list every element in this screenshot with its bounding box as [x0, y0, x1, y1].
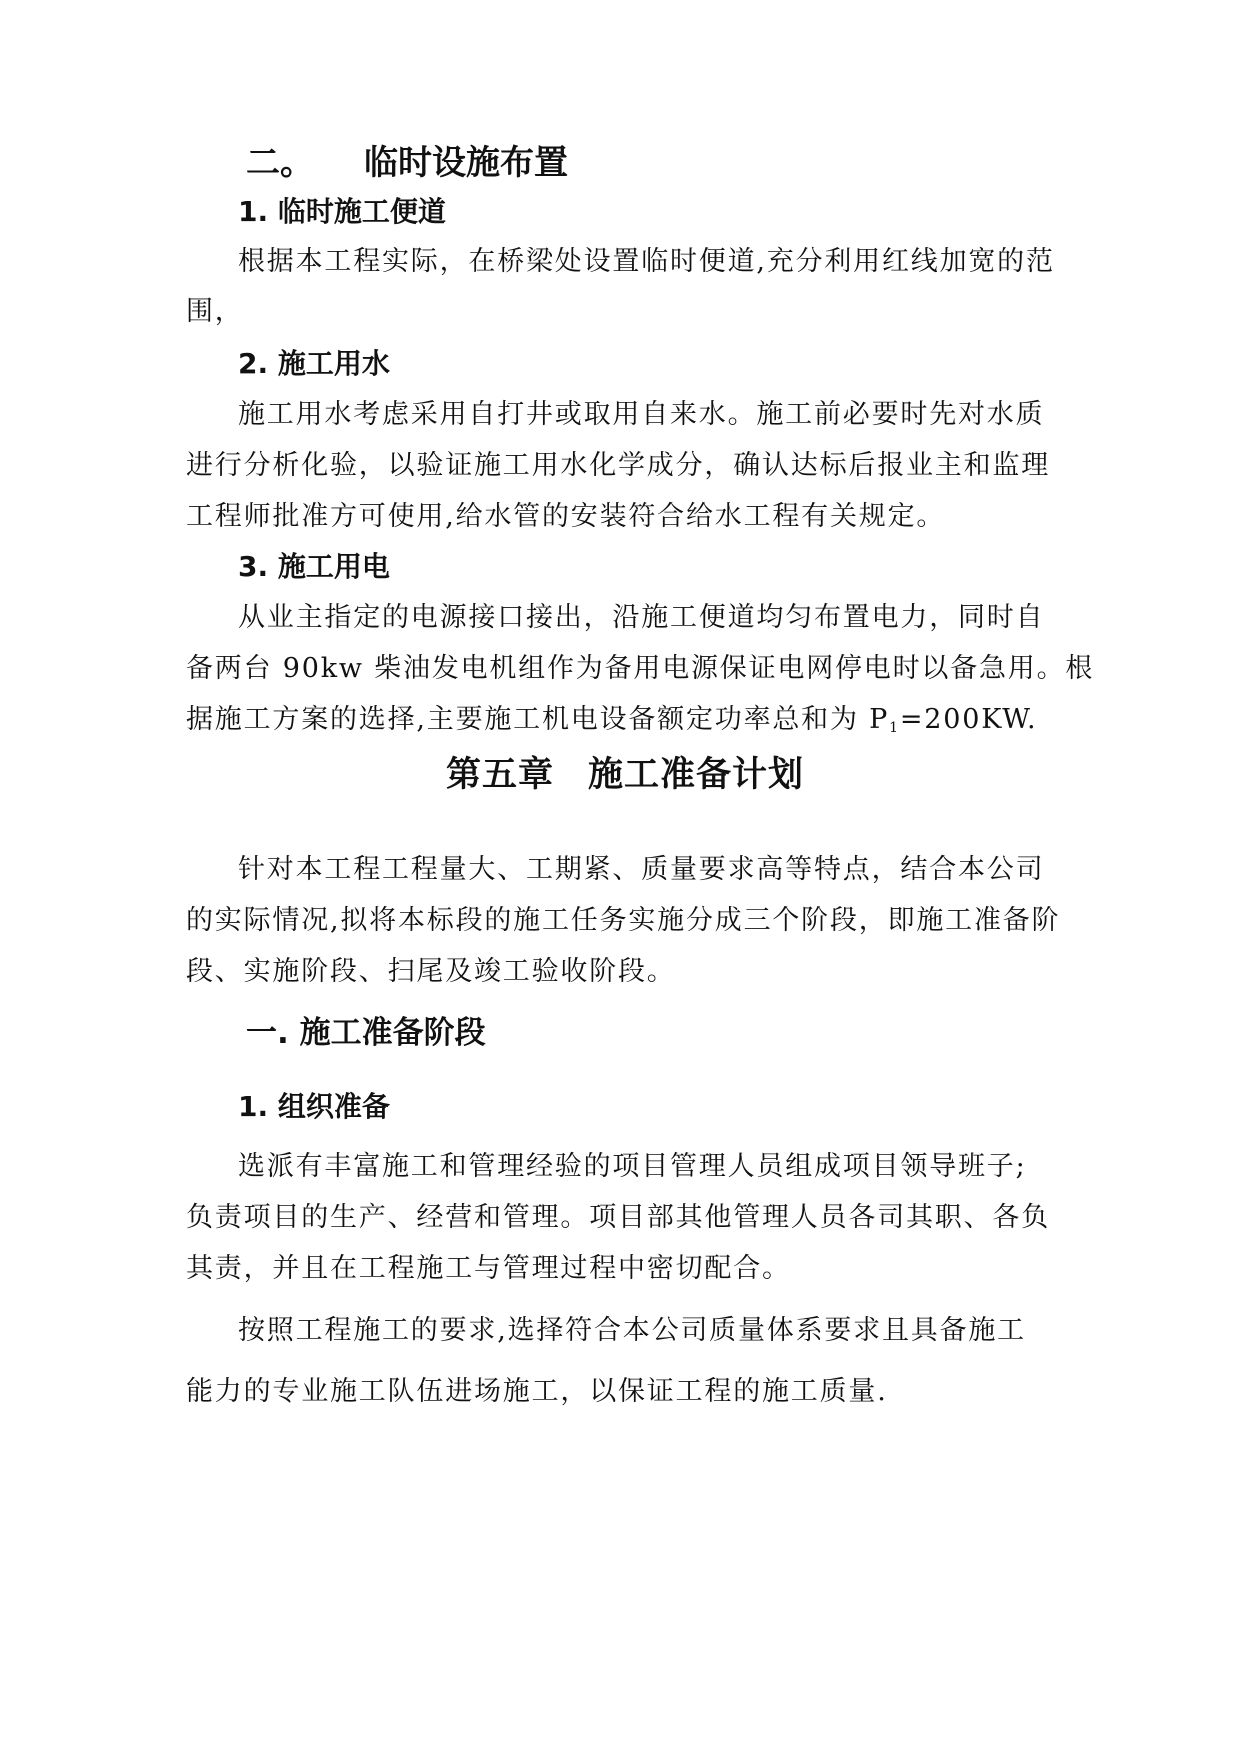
chapter-title — [446, 755, 805, 795]
subsection-heading: 1. 组织准备 — [238, 1090, 390, 1123]
paragraph-line: 能力的专业施工队伍进场施工，以保证工程的施工质量. — [186, 1376, 888, 1407]
chapter-name: 施工准备计划 — [588, 755, 805, 795]
paragraph-line: 其责，并且在工程施工与管理过程中密切配合。 — [186, 1253, 791, 1284]
section-number: 二。 — [246, 143, 314, 183]
paragraph-line: 按照工程施工的要求,选择符合本公司质量体系要求且具备施工 — [238, 1315, 1026, 1346]
paragraph-line: 针对本工程工程量大、工期紧、质量要求高等特点，结合本公司 — [238, 854, 1045, 885]
paragraph-line: 从业主指定的电源接口接出，沿施工便道均匀布置电力，同时自 — [238, 602, 1045, 633]
paragraph-line: 段、实施阶段、扫尾及竣工验收阶段。 — [186, 956, 676, 987]
paragraph-line — [186, 706, 1037, 735]
subsection-heading: 3. 施工用电 — [238, 550, 390, 583]
paragraph-line: 围， — [186, 296, 244, 327]
paragraph-line: 备两台 90kw 柴油发电机组作为备用电源保证电网停电时以备急用。根 — [186, 653, 1095, 684]
paragraph-line: 的实际情况,拟将本标段的施工任务实施分成三个阶段，即施工准备阶 — [186, 905, 1061, 936]
paragraph-line: 选派有丰富施工和管理经验的项目管理人员组成项目领导班子; — [238, 1151, 1027, 1182]
paragraph-line: 根据本工程实际，在桥梁处设置临时便道,充分利用红线加宽的范 — [238, 246, 1055, 277]
section-heading: 一. 施工准备阶段 — [246, 1015, 486, 1051]
paragraph-line: 进行分析化验，以验证施工用水化学成分，确认达标后报业主和监理 — [186, 450, 1050, 481]
paragraph-line: 负责项目的生产、经营和管理。项目部其他管理人员各司其职、各负 — [186, 1202, 1050, 1233]
power-value: =200KW. — [899, 704, 1038, 735]
subsection-heading: 2. 施工用水 — [238, 347, 390, 380]
section-heading — [246, 143, 568, 183]
subsection-heading: 1. 临时施工便道 — [238, 195, 446, 228]
section-title: 临时设施布置 — [364, 143, 568, 183]
paragraph-line: 施工用水考虑采用自打井或取用自来水。施工前必要时先对水质 — [238, 399, 1045, 430]
chapter-number: 第五章 — [446, 755, 555, 795]
power-subscript: 1 — [889, 720, 900, 736]
power-text: 据施工方案的选择,主要施工机电设备额定功率总和为 P — [186, 704, 890, 735]
paragraph-line: 工程师批准方可使用,给水管的安装符合给水工程有关规定。 — [186, 501, 946, 532]
